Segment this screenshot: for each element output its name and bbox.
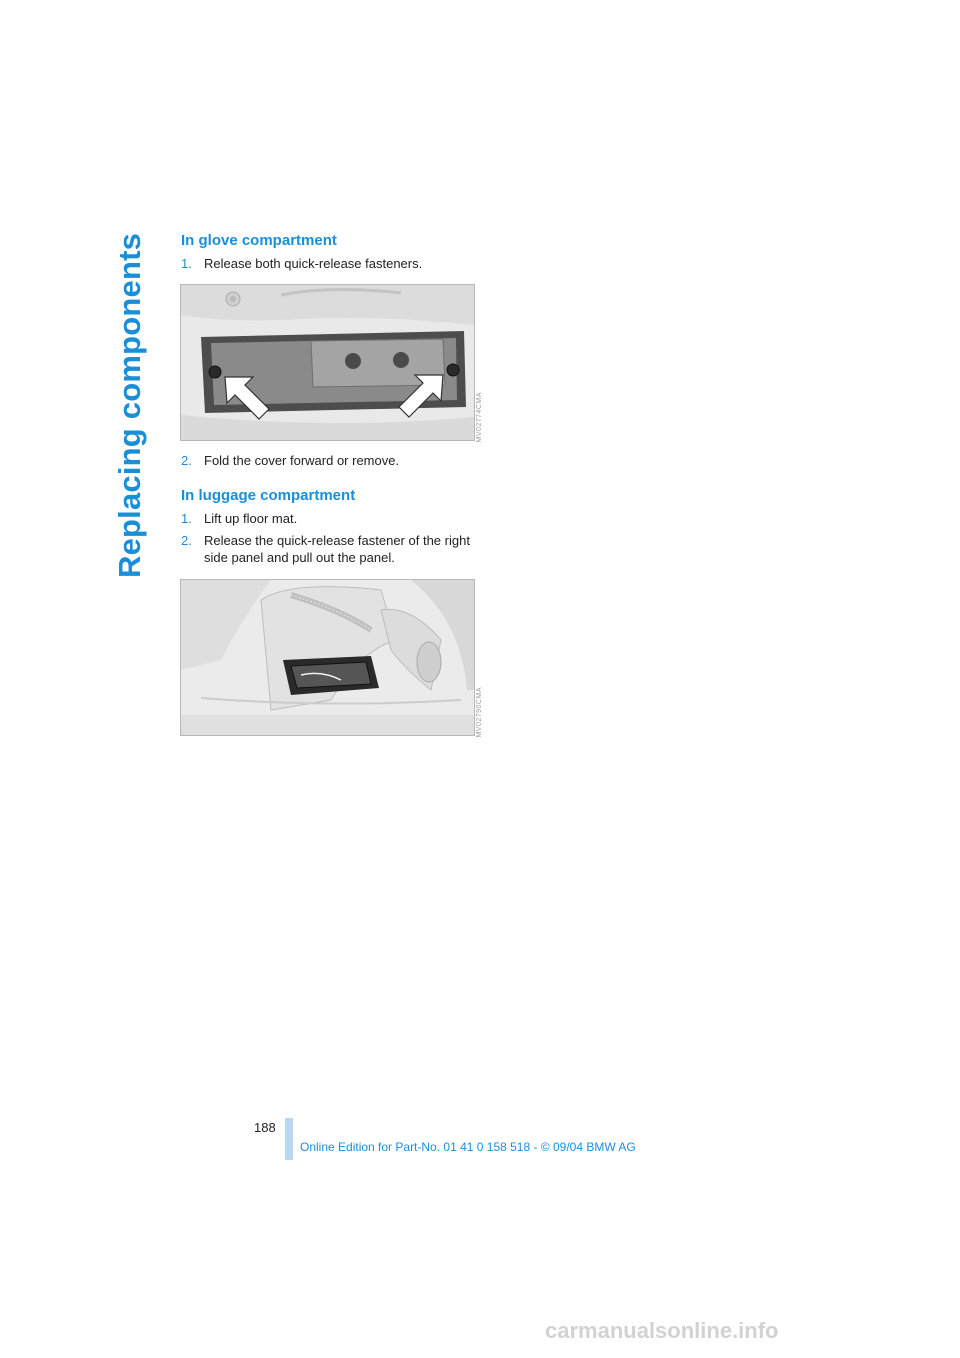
step-luggage-1 <box>181 510 481 527</box>
section-heading-glove: In glove compartment <box>181 232 337 249</box>
glove-compartment-illustration <box>181 285 474 440</box>
luggage-compartment-illustration <box>181 580 474 735</box>
figure-code: MV02774CMA <box>476 392 483 443</box>
step-glove-1 <box>181 255 481 272</box>
footer-bar <box>285 1118 293 1160</box>
side-title-text: Replacing components <box>112 232 147 578</box>
step-number: 1. <box>181 511 192 526</box>
step-number: 2. <box>181 453 192 468</box>
figure-code: MV02790CMA <box>476 687 483 738</box>
step-glove-2 <box>181 452 481 469</box>
step-luggage-2 <box>181 532 471 566</box>
footer-text: Online Edition for Part-No. 01 41 0 158 518 - © 09/04 BMW AG <box>300 1140 636 1154</box>
step-text: Fold the cover forward or remove. <box>204 453 400 468</box>
step-text: Lift up floor mat. <box>204 511 298 526</box>
step-number: 1. <box>181 256 192 271</box>
step-text: Release both quick-release fasteners. <box>204 256 423 271</box>
luggage-compartment-figure <box>180 579 475 736</box>
page-number: 188 <box>254 1120 276 1135</box>
watermark: carmanualsonline.info <box>545 1318 779 1343</box>
glove-compartment-figure <box>180 284 475 441</box>
step-number: 2. <box>181 533 192 548</box>
section-heading-luggage: In luggage compartment <box>181 487 356 504</box>
step-text: Release the quick-release fastener of the right side panel and pull out the panel. <box>204 533 470 565</box>
